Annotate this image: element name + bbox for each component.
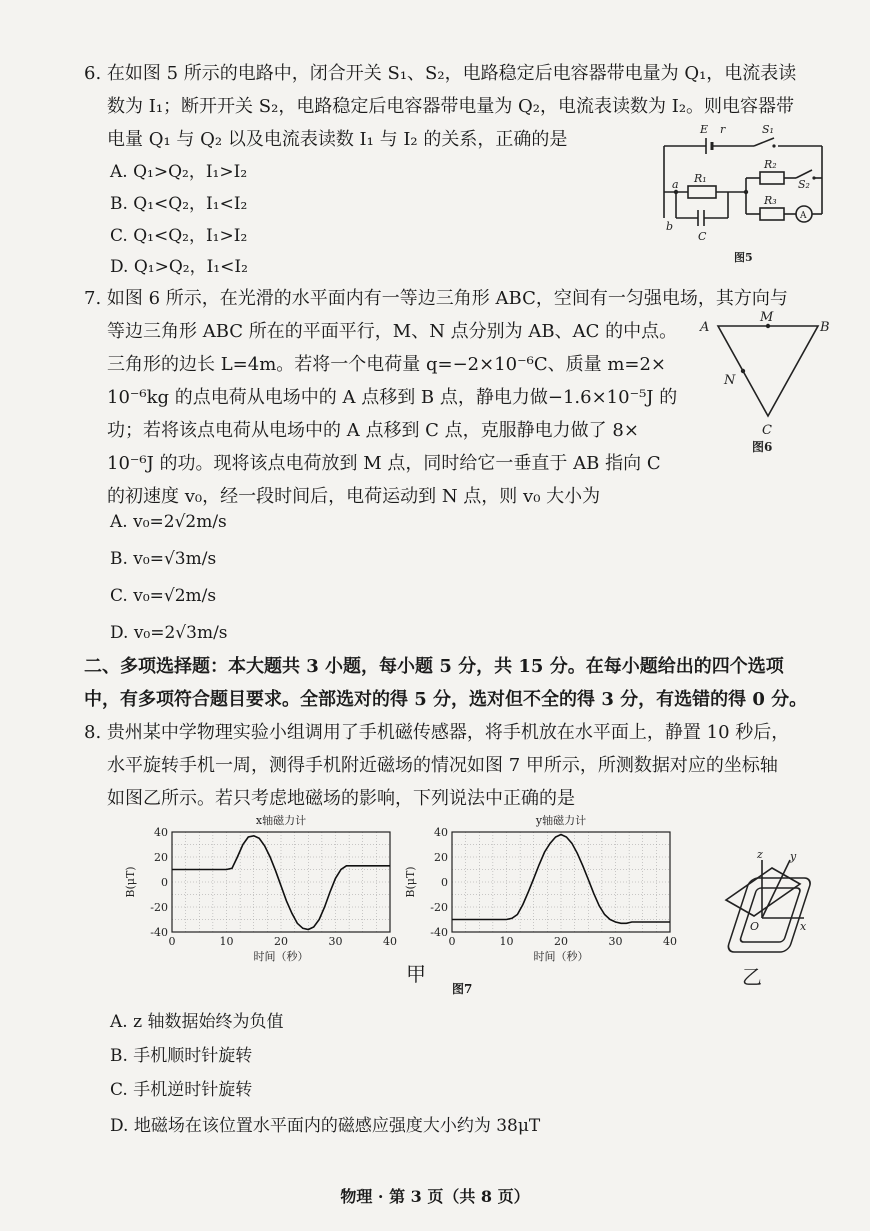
resistor-r1 xyxy=(688,186,716,198)
section2-line1: 二、多项选择题：本大题共 3 小题，每小题 5 分，共 15 分。在每小题给出的四个选项 xyxy=(84,656,784,677)
q6-option-b: B. Q₁<Q₂，I₁<I₂ xyxy=(110,194,248,214)
vertex-b-label: B xyxy=(820,320,830,335)
phone-body-top xyxy=(726,868,800,916)
q7-line3: 三角形的边长 L=4m。若将一个电荷量 q=−2×10⁻⁶C、质量 m=2× xyxy=(107,354,667,375)
q7-line1: 7. 如图 6 所示，在光滑的水平面内有一等边三角形 ABC，空间有一匀强电场，其方向与 xyxy=(84,288,788,309)
x-tick-label: 30 xyxy=(328,935,343,948)
axis-x-label: x xyxy=(800,920,807,933)
q7-option-a: A. v₀=2√2m/s xyxy=(110,512,227,532)
label-a: a xyxy=(672,178,679,191)
label-r1: R₁ xyxy=(694,172,707,185)
q7-line6: 10⁻⁶J 的功。现将该点电荷放到 M 点，同时给它一垂直于 AB 指向 C xyxy=(107,453,661,474)
q8-line1: 8. 贵州某中学物理实验小组调用了手机磁传感器，将手机放在水平面上，静置 10 秒后， xyxy=(84,722,790,743)
label-jia: 甲 xyxy=(406,962,426,986)
x-tick-label: 20 xyxy=(274,935,288,948)
y-tick-label: -20 xyxy=(150,901,168,914)
x-tick-label: 10 xyxy=(219,935,234,948)
x-tick-label: 40 xyxy=(383,935,397,948)
q7-line7: 的初速度 v₀，经一段时间后，电荷运动到 N 点，则 v₀ 大小为 xyxy=(107,486,601,507)
label-c: C xyxy=(698,230,707,243)
chart-title: y轴磁力计 xyxy=(535,814,587,827)
q6-line1: 6. 在如图 5 所示的电路中，闭合开关 S₁、S₂，电路稳定后电容器带电量为 Q₁，电流表读 xyxy=(84,63,797,84)
label-r: r xyxy=(720,123,726,136)
x-magnetometer-chart xyxy=(120,812,410,962)
axis-y-label: y xyxy=(790,850,797,863)
figure-6-caption: 图6 xyxy=(752,440,773,454)
q8-option-d: D. 地磁场在该位置水平面内的磁感应强度大小约为 38μT xyxy=(110,1116,541,1136)
midpoint-n-label: N xyxy=(724,373,736,388)
q6-option-c: C. Q₁<Q₂，I₁>I₂ xyxy=(110,226,248,246)
y-tick-label: -40 xyxy=(430,926,448,939)
q7-line4: 10⁻⁶kg 的点电荷从电场中的 A 点移到 B 点，静电力做−1.6×10⁻⁵J 的 xyxy=(107,387,678,408)
switch-s2-blade xyxy=(796,170,812,178)
switch-s1-blade xyxy=(754,138,774,146)
q7-option-d: D. v₀=2√3m/s xyxy=(110,623,228,643)
section2-line2: 中，有多项符合题目要求。全部选对的得 5 分，选对但不全的得 3 分，有选错的得 0 分。 xyxy=(84,689,808,710)
q8-line3: 如图乙所示。若只考虑地磁场的影响，下列说法中正确的是 xyxy=(107,788,575,809)
label-yi: 乙 xyxy=(742,965,762,988)
q6-option-d: D. Q₁>Q₂，I₁<I₂ xyxy=(110,257,248,277)
circuit-figure-5 xyxy=(656,118,836,266)
q7-line5: 功；若将该点电荷从电场中的 A 点移到 C 点，克服静电力做了 8× xyxy=(107,420,639,441)
x-axis-label: 时间（秒） xyxy=(253,950,309,962)
y-tick-label: 20 xyxy=(434,851,448,864)
label-ammeter: A xyxy=(800,211,807,221)
axis-z-label: z xyxy=(757,848,763,861)
x-tick-label: 40 xyxy=(663,935,677,948)
x-tick-label: 0 xyxy=(168,935,176,948)
x-tick-label: 30 xyxy=(608,935,623,948)
q8-line2: 水平旋转手机一周，测得手机附近磁场的情况如图 7 甲所示，所测数据对应的坐标轴 xyxy=(107,755,778,776)
y-tick-label: 0 xyxy=(441,876,448,889)
q7-line2: 等边三角形 ABC 所在的平面平行，M、N 点分别为 AB、AC 的中点。 xyxy=(107,321,678,342)
label-b: b xyxy=(666,220,674,233)
y-axis-label: B(μT) xyxy=(124,866,137,898)
q6-option-a: A. Q₁>Q₂，I₁>I₂ xyxy=(110,162,248,182)
q8-option-a: A. z 轴数据始终为负值 xyxy=(110,1012,284,1032)
triangle-figure-6 xyxy=(696,308,836,458)
y-axis-label: B(μT) xyxy=(404,866,417,898)
phone-screen xyxy=(739,888,801,942)
q8-option-b: B. 手机顺时针旋转 xyxy=(110,1046,253,1066)
x-axis-label: 时间（秒） xyxy=(533,950,589,962)
resistor-r3 xyxy=(760,208,784,220)
x-tick-label: 20 xyxy=(554,935,568,948)
label-s2: S₂ xyxy=(798,178,810,191)
vertex-c-label: C xyxy=(762,423,772,438)
y-tick-label: 40 xyxy=(154,826,168,839)
midpoint-m-label: M xyxy=(760,310,774,325)
y-tick-label: 20 xyxy=(154,851,168,864)
label-r3: R₃ xyxy=(764,194,777,207)
label-e: E xyxy=(700,123,709,136)
q7-option-c: C. v₀=√2m/s xyxy=(110,586,217,606)
resistor-r2 xyxy=(760,172,784,184)
y-tick-label: -40 xyxy=(150,926,168,939)
y-magnetometer-chart xyxy=(400,812,690,962)
label-r2: R₂ xyxy=(764,158,777,171)
y-tick-label: 40 xyxy=(434,826,448,839)
series-line-x xyxy=(172,836,390,930)
q7-option-b: B. v₀=√3m/s xyxy=(110,549,217,569)
figure-7-caption: 图7 xyxy=(452,982,473,996)
vertex-a-label: A xyxy=(700,320,710,335)
y-axis xyxy=(762,860,790,918)
page-footer: 物理 · 第 3 页（共 8 页） xyxy=(340,1187,530,1206)
y-tick-label: -20 xyxy=(430,901,448,914)
label-s1: S₁ xyxy=(762,123,774,136)
origin-o-label: O xyxy=(750,920,760,933)
x-tick-label: 10 xyxy=(499,935,514,948)
x-tick-label: 0 xyxy=(448,935,456,948)
q6-line3: 电量 Q₁ 与 Q₂ 以及电流表读数 I₁ 与 I₂ 的关系，正确的是 xyxy=(107,129,568,150)
figure-5-caption: 图5 xyxy=(734,251,753,264)
phone-axes-figure xyxy=(712,848,822,988)
q6-line2: 数为 I₁；断开开关 S₂，电路稳定后电容器带电量为 Q₂，电流表读数为 I₂。则电容器带 xyxy=(107,96,795,117)
y-tick-label: 0 xyxy=(161,876,168,889)
q8-option-c: C. 手机逆时针旋转 xyxy=(110,1080,253,1100)
chart-title: x轴磁力计 xyxy=(255,814,307,827)
